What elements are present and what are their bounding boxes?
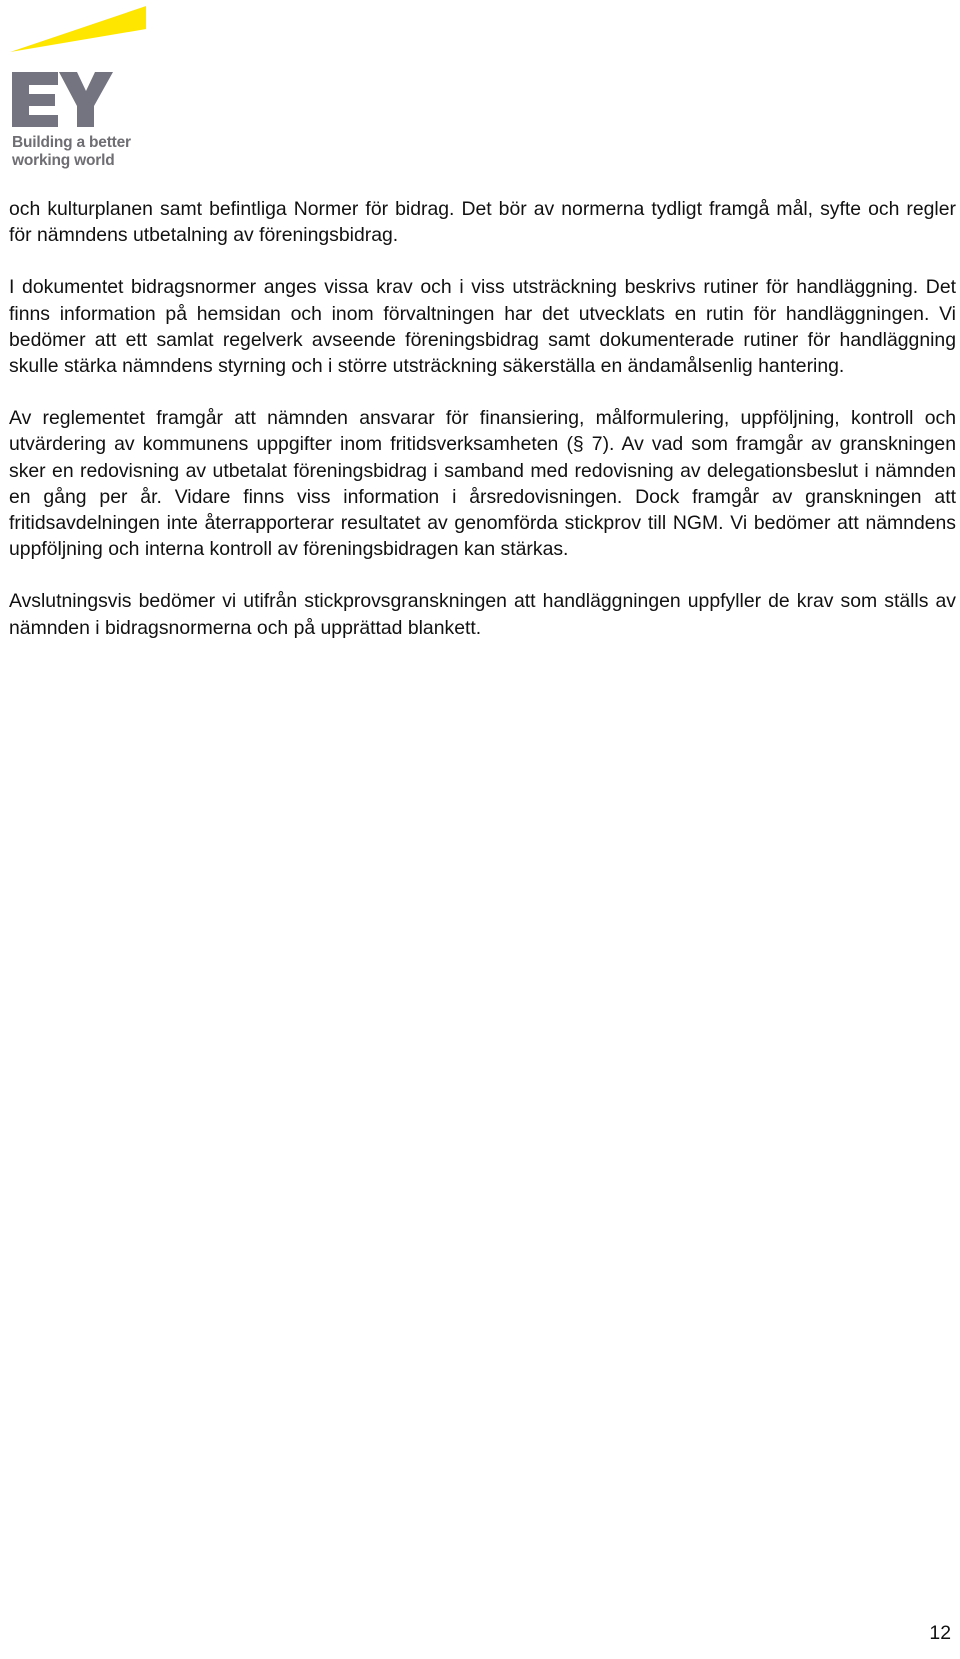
ey-logo <box>10 6 160 171</box>
ey-logo-mark <box>10 6 160 131</box>
logo-tagline <box>12 134 131 170</box>
logo-beam <box>10 6 146 52</box>
logo-tagline-line2: working world <box>12 152 115 169</box>
logo-letter-e <box>12 72 58 127</box>
document-body <box>9 196 956 667</box>
paragraph-4: Avslutningsvis bedömer vi utifrån stickprovsgranskningen att handläggningen uppfyller de krav som ställs av nämnden i bidragsnormerna och på upprättad blankett. <box>9 590 956 639</box>
logo-letter-y <box>59 72 113 127</box>
paragraph-1: och kulturplanen samt befintliga Normer för bidrag. Det bör av normerna tydligt framgå mål, syfte och regler för nämndens utbetalning av föreningsbidrag. <box>9 198 956 247</box>
paragraph-3: Av reglementet framgår att nämnden ansvarar för finansiering, målformulering, uppföljning, kontroll och utvärdering av kommunens uppgifter inom fritidsverksamheten (§ 7). Av vad som framgår av granskningen sker en redovisning av utbetalat föreningsbidrag i samband med redovisning av delegationsbeslut i nämnden en gång per år. Vidare finns viss information i årsredovisningen. Dock framgår av granskningen att fritidsavdelningen inte återrapporterar resultatet av genomförda stickprov till NGM. Vi bedömer att nämndens uppföljning och interna kontroll av föreningsbidragen kan stärkas. <box>9 407 956 561</box>
logo-tagline-line1: Building a better <box>12 134 131 151</box>
paragraph-2: I dokumentet bidragsnormer anges vissa krav och i viss utsträckning beskrivs rutiner för handläggning. Det finns information på hemsidan och inom förvaltningen har det utvecklats en rutin för handläggningen. Vi bedömer att ett samlat regelverk avseende föreningsbidrag samt dokumenterade rutiner för handläggning skulle stärka nämndens styrning och i större utsträckning säkerställa en ändamålsenlig hantering. <box>9 276 956 378</box>
page-number: 12 <box>929 1622 951 1644</box>
